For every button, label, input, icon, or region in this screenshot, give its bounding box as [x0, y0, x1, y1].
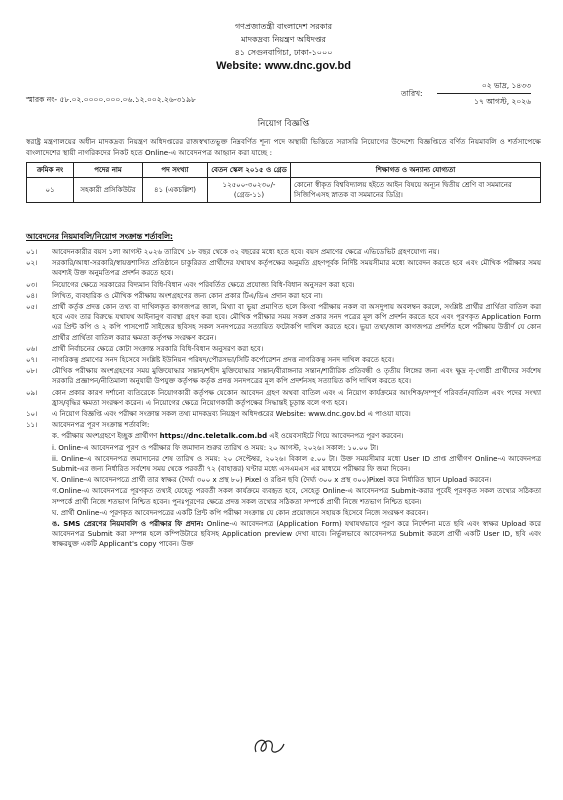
reference-row: [26, 77, 541, 117]
conditions-list: [26, 247, 541, 430]
condition-text: প্রার্থী নির্বাচনের ক্ষেত্রে কোটা সংক্রান্ত সরকারি বিধি-বিধান অনুসরণ করা হবে।: [52, 344, 264, 353]
condition-item: [26, 302, 541, 343]
condition-item: [26, 355, 541, 365]
conditions-title: আবেদনের নিয়মাবলি/নিয়োগ সংক্রান্ত শর্তাবলি:: [26, 232, 174, 241]
department-name: মাদকদ্রব্য নিয়ন্ত্রণ অধিদপ্তর: [241, 35, 326, 44]
condition-item: [26, 366, 541, 386]
condition-item: [26, 420, 541, 430]
col-qualification: শিক্ষাগত ও অন্যান্য যোগ্যতা: [291, 163, 541, 178]
condition-number: ০৫।: [26, 303, 38, 312]
date-label: তারিখ:: [401, 89, 423, 98]
condition-number: ১১।: [26, 421, 38, 430]
condition-item: [26, 409, 541, 419]
condition-number: ০৪।: [26, 291, 38, 300]
condition-item: [26, 280, 541, 290]
office-address: ৪১ সেগুনবাগিচা, ঢাকা-১০০০: [234, 48, 333, 57]
condition-text: মৌখিক পরীক্ষায় অংশগ্রহণের সময় মুক্তিযোদ্ধার সন্তান/শহীদ মুক্তিযোদ্ধার সন্তান/বীরাঙ্গনার সন্তান/শারীরিক প্রতিবন্ধী ও তৃতীয় লিঙ্গের জন্য এবং ক্ষুদ্র নৃ-গোষ্ঠী প্রার্থীদের সর্বশেষ সরকারি প্রজ্ঞাপন/নীতিমালা অনুযায়ী উপযুক্ত কর্তৃপক্ষ কর্তৃক প্রদত্ত সনদপত্রের মূল কপি প্রদর্শনসহ সত্যায়িত কপি দাখিল করতে হবে।: [52, 367, 541, 386]
cell-post: সহকারী প্রসিকিউটর: [74, 178, 143, 203]
cell-count: ৪১ (একচল্লিশ): [143, 178, 208, 203]
condition-item: [26, 388, 541, 408]
teletalk-link[interactable]: https://dnc.teletalk.com.bd: [159, 432, 268, 441]
instruction-a-prefix: ক. পরীক্ষায় অংশগ্রহণে ইচ্ছুক প্রার্থীগণ: [52, 432, 158, 441]
date-bangla: ০২ ভাদ্র, ১৪৩৩: [481, 81, 531, 90]
date-english: ১৭ আগস্ট, ২০২৬: [474, 97, 531, 106]
govt-name: গণপ্রজাতন্ত্রী বাংলাদেশ সরকার: [234, 22, 333, 31]
condition-number: ০৬।: [26, 344, 38, 353]
condition-item: [26, 344, 541, 354]
condition-number: ০৭।: [26, 356, 38, 365]
col-serial: ক্রমিক নং: [27, 163, 74, 178]
condition-text: নাগরিকত্ব প্রমাণের সনদ হিসেবে সংশ্লিষ্ট ইউনিয়ন পরিষদ/পৌরসভা/সিটি কর্পোরেশন প্রদত্ত নাগরিকত্ব সনদ দাখিল করতে হবে।: [52, 356, 395, 365]
instruction-e-text: Online-এ আবেদনপত্র (Application Form) যথাযথভাবে পূরণ করে নির্দেশনা মতে ছবি এবং স্বাক্ষর Upload করে আবেদনপত্র Submit করা সম্পন্ন হলে কম্পিউটারে ছবিসহ Application preview দেখা যাবে। নির্ভুলভাবে আবেদনপত্র Submit করলে প্রার্থী একটি User ID, ছবি এবং স্বাক্ষরযুক্ত একটি Applicant's copy পাবেন। উক্ত: [52, 520, 541, 549]
intro-paragraph: স্বরাষ্ট্র মন্ত্রণালয়ের অধীন মাদকদ্রব্য নিয়ন্ত্রণ অধিদপ্তরের রাজস্বখাতভুক্ত নিম্নবর্ণিত শূন্য পদে অস্থায়ী ভিত্তিতে সরাসরি নিয়োগের উদ্দেশ্যে বিজ্ঞপ্তিতে বর্ণিত নিয়মাবলি ও শর্তসাপেক্ষে বাংলাদেশের স্থায়ী নাগরিকদের নিকট হতে Online-এ আবেদনপত্র আহ্বান করা যাচ্ছে :: [26, 137, 541, 157]
posts-table: [26, 162, 541, 203]
condition-number: ০৩।: [26, 280, 38, 289]
col-scale: বেতন স্কেল ২০১৫ ও গ্রেড: [208, 163, 291, 178]
condition-number: ১০।: [26, 410, 38, 419]
cell-scale: ১২৫০০-৩০২৩০/- (গ্রেড-১১): [208, 178, 291, 203]
condition-text: সরকারি/আধা-সরকারি/স্বায়ত্তশাসিত প্রতিষ্ঠানে চাকুরিরত প্রার্থীদের যথাযথ কর্তৃপক্ষের অনুমতি গ্রহণপূর্বক নির্দিষ্ট সময়সীমার মধ্যে আবেদন করতে হবে এবং মৌখিক পরীক্ষার সময় অবশ্যই উক্ত অনুমতিপত্র প্রদর্শন করতে হবে।: [52, 259, 541, 278]
instruction-e-title: ঙ. SMS প্রেরণের নিয়মাবলি ও পরীক্ষার ফি প্রদান:: [52, 520, 204, 529]
condition-text: লিখিত, ব্যবহারিক ও মৌখিক পরীক্ষায় অংশগ্রহণের জন্য কোন প্রকার টিএ/ডিএ প্রদান করা হবে না।: [52, 291, 323, 300]
condition-number: ০৯।: [26, 388, 38, 397]
instruction-a-suffix: এই ওয়েবসাইটে গিয়ে আবেদনপত্র পূরণ করবেন।: [269, 432, 404, 441]
condition-item: [26, 291, 541, 301]
date-divider: [437, 93, 531, 94]
instruction-b: খ. Online-এ আবেদনপত্রে প্রার্থী তার স্বাক্ষর (দৈর্ঘ্য ৩০০ x প্রস্থ ৮০) Pixel ও রঙিন ছবি (দৈর্ঘ্য ৩০০ x প্রস্থ ৩০০)Pixel করে নির্ধারিত স্থানে Upload করবেন।: [52, 476, 492, 485]
cell-serial: ০১: [27, 178, 74, 203]
condition-item: [26, 247, 541, 257]
instruction-a-i: i. Online-এ আবেদনপত্র পূরণ ও পরীক্ষার ফি জমাদান শুরুর তারিখ ও সময়: ২০ আগস্ট, ২০২৬। সকাল: ১০.০০ টা।: [52, 443, 379, 452]
memo-number: স্মারক নং- ৫৮.০২.০০০০.০০০.০৬.১২.০০২.২৬-৩১৯৮: [26, 95, 196, 104]
condition-text: আবেদনকারীর বয়স ১লা আগস্ট ২০২৬ তারিখে ১৮ বছর থেকে ৩২ বছরের মধ্যে হতে হবে। বয়স প্রমাণের ক্ষেত্রে এভিডেভিট গ্রহণযোগ্য নয়।: [52, 248, 440, 256]
condition-text: এ নিয়োগ বিজ্ঞপ্তি এবং পরীক্ষা সংক্রান্ত সকল তথ্য মাদকদ্রব্য নিয়ন্ত্রণ অধিদপ্তরের Website: www.dnc.gov.bd এ পাওয়া যাবে।: [52, 410, 411, 419]
table-row: [27, 178, 541, 203]
instruction-a-ii: ii. Online-এ আবেদনপত্র জমাদানের শেষ তারিখ ও সময়: ২০ সেপ্টেম্বর, ২০২৬। বিকাল ৫.০০ টা। উক্ত সময়সীমার মধ্যে User ID প্রাপ্ত প্রার্থীগণ Online-এ আবেদনপত্র Submit-এর জন্য নির্ধারিত সর্বশেষ সময় থেকে পরবর্তী ৭২ (বাহাত্তর) ঘণ্টার মধ্যে এসএমএস এর মাধ্যমে পরীক্ষার ফি জমা দিবেন।: [52, 454, 541, 474]
instruction-a: [52, 431, 541, 441]
condition-text: প্রার্থী কর্তৃক প্রদত্ত কোন তথ্য বা দাখিলকৃত কাগজপত্র জাল, মিথ্যা বা ভুয়া প্রমাণিত হলে কিংবা পরীক্ষায় নকল বা অসদুপায় অবলম্বন করলে, সংশ্লিষ্ট প্রার্থীর প্রার্থিতা বাতিল করা হবে এবং তার বিরুদ্ধে যথাযথ আইনানুগ ব্যবস্থা গ্রহণ করা হবে। মৌখিক পরীক্ষার সময় সকল প্রকার সনদ পত্রের মূল কপি প্রদর্শন করতে হবে এবং পূরণকৃত Application Form এর প্রিন্ট কপি ও ২ কপি পাসপোর্ট সাইজের ছবিসহ সকল সনদপত্রের সত্যায়িত ফটোকপি দাখিল করতে হবে। ভুয়া তথ্য/জাল কাগজপত্র প্রদর্শিত হলে পরীক্ষায় উত্তীর্ণ যে কোন প্রার্থীর প্রার্থিতা বাতিল করার ক্ষমতা কর্তৃপক্ষ সংরক্ষণ করেন।: [52, 303, 541, 342]
instruction-e: [52, 519, 541, 550]
instruction-c: গ.Online-এ আবেদনপত্রে পূরণকৃত তথ্যই যেহেতু পরবর্তী সকল কার্যক্রমে ব্যবহৃত হবে, সেহেতু Online-এ আবেদনপত্র Submit-করার পূর্বেই পূরণকৃত সকল তথ্যের সঠিকতা সম্পর্কে প্রার্থী নিজে শতভাগ নিশ্চিত হবেন। পুনঃপূরণের ক্ষেত্রে প্রদত্ত সকল তথ্যের সঠিকতা সম্পর্কে প্রার্থী নিজে শতভাগ নিশ্চিত হবেন।: [52, 487, 541, 506]
col-post: পদের নাম: [74, 163, 143, 178]
cell-qualification: কোনো স্বীকৃত বিশ্ববিদ্যালয় হইতে আইন বিষয়ে অন্যূন দ্বিতীয় শ্রেণি বা সমমানের সিজিপিএসহ স্নাতক বা সমমানের ডিগ্রি।: [291, 178, 541, 203]
condition-text: নিয়োগের ক্ষেত্রে সরকারের বিদ্যমান বিধি-বিধান এবং পরিবর্তিত ক্ষেত্রে প্রযোজ্য বিধি-বিধান অনুসরণ করা হবে।: [52, 280, 355, 289]
signature-icon: [250, 732, 290, 760]
application-instructions: [26, 431, 541, 549]
condition-number: ০৮।: [26, 367, 38, 376]
condition-number: ০১।: [26, 248, 38, 256]
condition-item: [26, 258, 541, 278]
condition-text: আবেদনপত্র পূরণ সংক্রান্ত শর্তাবলি:: [52, 421, 150, 430]
circular-title: নিয়োগ বিজ্ঞপ্তি: [257, 119, 310, 129]
condition-text: কোন প্রকার কারণ দর্শানো ব্যতিরেকে নিয়োগকারী কর্তৃপক্ষ যেকোন আবেদন গ্রহণ অথবা বাতিল এবং এ নিয়োগ কার্যক্রমের আংশিক/সম্পূর্ণ পরিবর্তন/বাতিল এবং পদের সংখ্যা হ্রাস/বৃদ্ধির ক্ষমতা সংরক্ষণ করেন। এ নিয়োগের ক্ষেত্রে নিয়োগকারী কর্তৃপক্ষের সিদ্ধান্তই চূড়ান্ত বলে গণ্য হবে।: [52, 388, 541, 407]
table-header-row: [27, 163, 541, 178]
instruction-d: ঘ. প্রার্থী Online-এ পূরণকৃত আবেদনপত্রের একটি প্রিন্ট কপি পরীক্ষা সংক্রান্ত যে কোন প্রয়োজনে সহায়ক হিসেবে নিজে সংরক্ষণ করবেন।: [52, 508, 429, 517]
condition-number: ০২।: [26, 259, 38, 268]
letterhead: [26, 20, 541, 73]
col-count: পদ সংখ্যা: [143, 163, 208, 178]
website[interactable]: Website: www.dnc.gov.bd: [216, 60, 351, 72]
